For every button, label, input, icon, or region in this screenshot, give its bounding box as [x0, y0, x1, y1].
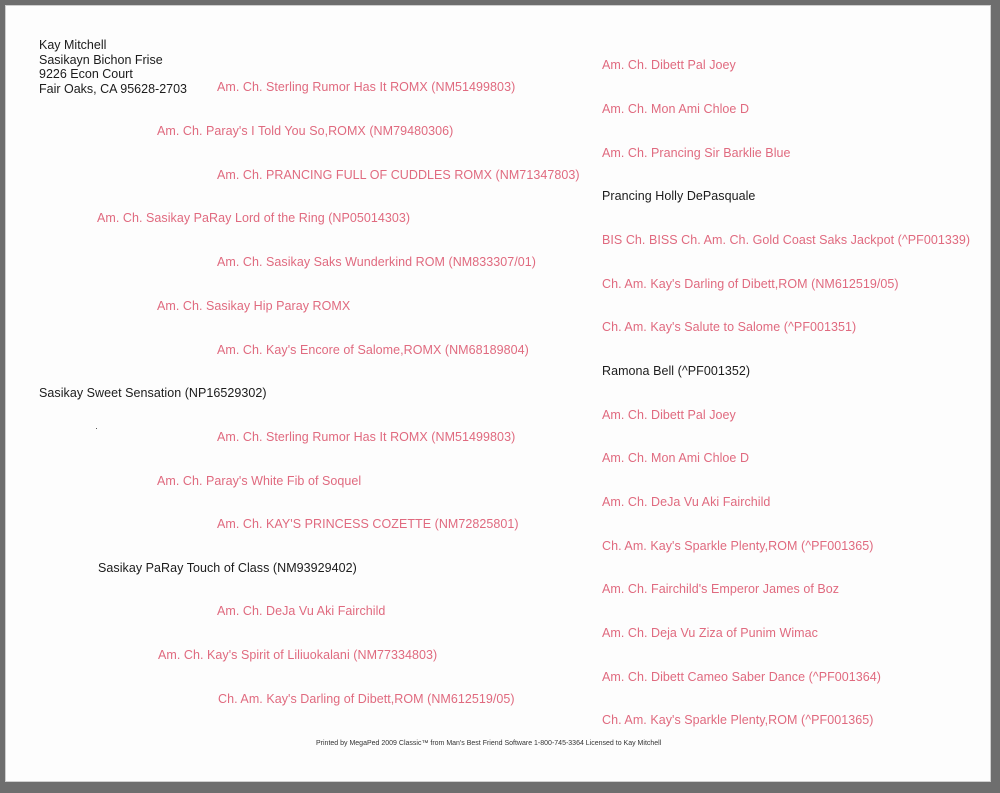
owner-address-block: [39, 38, 187, 96]
owner-street: 9226 Econ Court: [39, 67, 133, 81]
ds-ancestor: Am. Ch. Paray's White Fib of Soquel: [157, 474, 362, 488]
dam-name: Sasikay PaRay Touch of Class (NM93929402): [98, 561, 357, 575]
kennel-name: Sasikayn Bichon Frise: [39, 52, 163, 67]
ss-ancestor: Am. Ch. Paray's I Told You So,ROMX (NM79480306): [157, 124, 454, 138]
gen4-ancestor: Am. Ch. Dibett Cameo Saber Dance (^PF001364): [602, 670, 882, 684]
pedigree-page: [5, 5, 991, 782]
sss-ancestor: Am. Ch. Sterling Rumor Has It ROMX (NM51499803): [217, 80, 516, 94]
ssd-ancestor: Am. Ch. PRANCING FULL OF CUDDLES ROMX (NM71347803): [217, 168, 580, 182]
ddd-ancestor: Ch. Am. Kay's Darling of Dibett,ROM (NM612519/05): [218, 692, 515, 706]
gen4-ancestor: Ch. Am. Kay's Sparkle Plenty,ROM (^PF001365): [602, 713, 874, 727]
gen4-ancestor: BIS Ch. BISS Ch. Am. Ch. Gold Coast Saks Jackpot (^PF001339): [602, 233, 971, 247]
owner-name: Kay Mitchell: [39, 38, 107, 52]
scan-speck: [96, 428, 97, 429]
dsd-ancestor: Am. Ch. KAY'S PRINCESS COZETTE (NM72825801): [217, 517, 519, 531]
gen4-ancestor: Prancing Holly DePasquale: [602, 189, 756, 203]
gen4-ancestor: Am. Ch. Fairchild's Emperor James of Boz: [602, 582, 840, 596]
gen4-ancestor: Ch. Am. Kay's Salute to Salome (^PF001351): [602, 320, 857, 334]
sds-ancestor: Am. Ch. Sasikay Saks Wunderkind ROM (NM833307/01): [217, 255, 537, 269]
dss-ancestor: Am. Ch. Sterling Rumor Has It ROMX (NM51499803): [217, 430, 516, 444]
dds-ancestor: Am. Ch. DeJa Vu Aki Fairchild: [217, 604, 386, 618]
gen4-ancestor: Am. Ch. DeJa Vu Aki Fairchild: [602, 495, 771, 509]
gen4-ancestor: Ch. Am. Kay's Sparkle Plenty,ROM (^PF001365): [602, 539, 874, 553]
gen4-ancestor: Am. Ch. Deja Vu Ziza of Punim Wimac: [602, 626, 818, 640]
print-footer: Printed by MegaPed 2009 Classic™ from Man's Best Friend Software 1-800-745-3364 Licensed to Kay Mitchell: [316, 740, 662, 747]
owner-city: Fair Oaks, CA 95628-2703: [39, 81, 187, 96]
gen4-ancestor: Am. Ch. Dibett Pal Joey: [602, 58, 736, 72]
sire-name: Am. Ch. Sasikay PaRay Lord of the Ring (NP05014303): [97, 211, 411, 225]
sd-ancestor: Am. Ch. Sasikay Hip Paray ROMX: [157, 299, 351, 313]
sdd-ancestor: Am. Ch. Kay's Encore of Salome,ROMX (NM68189804): [217, 343, 529, 357]
gen4-ancestor: Ch. Am. Kay's Darling of Dibett,ROM (NM612519/05): [602, 277, 899, 291]
gen4-ancestor: Am. Ch. Prancing Sir Barklie Blue: [602, 146, 791, 160]
subject-dog-name: Sasikay Sweet Sensation (NP16529302): [39, 386, 267, 400]
gen4-ancestor: Am. Ch. Mon Ami Chloe D: [602, 102, 750, 116]
gen4-ancestor: Am. Ch. Dibett Pal Joey: [602, 408, 736, 422]
gen4-ancestor: Ramona Bell (^PF001352): [602, 364, 751, 378]
gen4-ancestor: Am. Ch. Mon Ami Chloe D: [602, 451, 750, 465]
dd-ancestor: Am. Ch. Kay's Spirit of Liliuokalani (NM77334803): [158, 648, 438, 662]
